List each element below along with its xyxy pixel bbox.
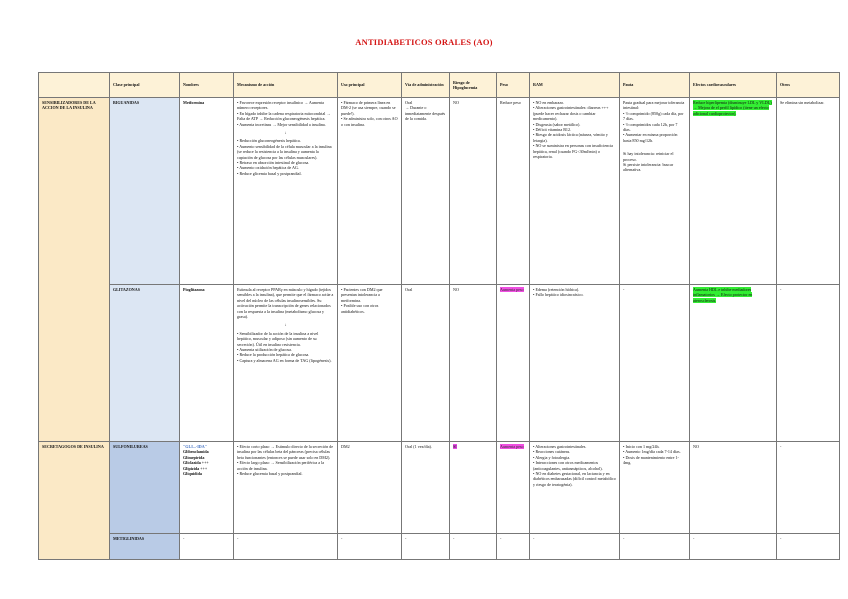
efectos-biguanidas xyxy=(690,98,777,285)
efectos-highlight: Aumenta HDL e inhibe mediadores inflamatorios → Efecto protector en aterosclerosis. xyxy=(693,287,753,303)
uso-metiglinidas: - xyxy=(338,534,402,560)
otros-biguanidas: Se elimina sin metabolizar. xyxy=(777,98,840,285)
mecanismo-line: • Captura y almacena AG en forma de TAG (lipogénesis). xyxy=(237,357,332,363)
uso-biguanidas xyxy=(338,98,402,285)
header-ram: RAM xyxy=(530,73,620,98)
ram-line: • NO en embarazo. xyxy=(533,100,565,105)
riesgo-biguanidas: NO xyxy=(450,98,497,285)
spacer xyxy=(623,143,686,151)
efectos-glitazonas xyxy=(690,285,777,442)
mecanismo-line: • Favorece expresión receptor insulínico → Aumenta número receptores. xyxy=(237,100,324,111)
pauta-line: Si persiste intolerancia: buscar alternativa. xyxy=(623,161,674,173)
ram-line: • Déficit vitamina B12. xyxy=(533,126,572,132)
mecanismo-line: • Aumenta utilización de glucosa. xyxy=(237,346,292,352)
riesgo-highlight: SI xyxy=(453,444,457,449)
ram-line: • NO se suministra en personas con insuficiencia hepática, renal (cuando FG<30ml/min) o respiratoria. xyxy=(533,143,613,159)
ram-line: • Alergia y fotoalergia. xyxy=(533,454,571,460)
clase-sulfonilureas: SULFONILUREAS xyxy=(110,442,180,534)
ram-line: • Riesgo de acidosis láctica (náusea, vómito y letargia). xyxy=(533,132,608,143)
pauta-line: • Inicio con 1 mg/24h. xyxy=(623,444,660,449)
table-row-sulfonilureas xyxy=(39,442,840,534)
ram-sulfonilureas xyxy=(530,442,620,534)
header-peso: Peso xyxy=(497,73,530,98)
arrow-down-icon: ↓ xyxy=(284,129,287,135)
nombres-title: "GLI...-IDA" xyxy=(183,444,207,449)
header-via: Vía de administración xyxy=(402,73,450,98)
peso-glitazonas xyxy=(497,285,530,442)
mecanismo-line: • Aumento oxidación hepática de AG. xyxy=(237,165,299,171)
pauta-line: • ½ comprimidos cada 12h, por 7 días. xyxy=(623,121,678,132)
pauta-glitazonas: - xyxy=(620,285,690,442)
uso-sulfonilureas: DM2 xyxy=(338,442,402,534)
pauta-line: Pauta gradual para mejorar tolerancia intestinal: xyxy=(623,100,685,111)
otros-metiglinidas: - xyxy=(777,534,840,560)
via-sulfonilureas: Oral (1 vez/día). xyxy=(402,442,450,534)
ram-line: • Alteraciones gastrointestinales. xyxy=(533,444,587,449)
nombre-item: Gliquidida xyxy=(183,470,202,476)
header-otros: Otros xyxy=(777,73,840,98)
nombre-item: Glibenclamida xyxy=(183,449,209,455)
via-metiglinidas: - xyxy=(402,534,450,560)
mecanismo-line: • Aumento sensibilidad de la célula muscular a la insulina (se reduce la resistencia a la insulina y aumenta la captación de glucosa por las células musculares). xyxy=(237,143,332,160)
table-row-biguanidas xyxy=(39,98,840,285)
mecanismo-sulfonilureas xyxy=(234,442,338,534)
mecanismo-line: • Retraso en absorción intestinal de glucosa. xyxy=(237,159,310,165)
ram-line: • Alteraciones gastrointestinales: diarreas +++ (puede hacer rechazar dosis o cambiar medicamento). xyxy=(533,105,609,122)
ram-line: • Reacciones cutáneas. xyxy=(533,449,571,455)
table-row-metiglinidas xyxy=(39,534,840,560)
page-title: ANTIDIABETICOS ORALES (AO) xyxy=(355,37,493,47)
peso-metiglinidas: - xyxy=(497,534,530,560)
uso-line: • Se administra solo, con otros AO o con insulina. xyxy=(341,116,398,127)
table-row-glitazonas xyxy=(39,285,840,442)
pauta-sulfonilureas xyxy=(620,442,690,534)
header-uso: Uso principal xyxy=(338,73,402,98)
uso-line: • Posible uso con otros antidiabéticos. xyxy=(341,303,379,314)
via-line: → Durante o inmediatamente después de la comida. xyxy=(405,105,446,122)
via-glitazonas: Oral xyxy=(402,285,450,442)
ram-line: • Fallo hepático idiosincrásico. xyxy=(533,292,584,298)
mecanismo-line: • En hígado inhibe la cadena respiratoria mitocondrial → Falta de ATP → Reducción gluconeogénesis hepática. xyxy=(237,110,331,122)
header-efectos: Efectos cardiovasculares xyxy=(690,73,777,98)
uso-line: • Fármaco de primera línea en DM-2 (se usa siempre, cuando se puede!). xyxy=(341,100,396,116)
nombres-sulfonilureas xyxy=(180,442,234,534)
mecanismo-metiglinidas: - xyxy=(234,534,338,560)
header-mecanismo: Mecanismo de acción xyxy=(234,73,338,98)
efectos-metiglinidas: - xyxy=(690,534,777,560)
pauta-line: Si hay intolerancia: reiniciar el proceso. xyxy=(623,151,674,162)
mecanismo-biguanidas xyxy=(234,98,338,285)
clase-metiglinidas: METIGLINIDAS xyxy=(110,534,180,560)
nombre-item: Gliclazida +++ xyxy=(183,460,209,466)
ram-metiglinidas: - xyxy=(530,534,620,560)
nombres-glitazonas: Pioglitazona xyxy=(180,285,234,442)
pauta-line: • Dosis de mantenimiento entre 1-4mg. xyxy=(623,454,679,466)
nombre-item: Glipizida +++ xyxy=(183,465,208,471)
riesgo-metiglinidas: - xyxy=(450,534,497,560)
riesgo-sulfonilureas xyxy=(450,442,497,534)
header-nombres: Nombres xyxy=(180,73,234,98)
via-biguanidas xyxy=(402,98,450,285)
nombres-biguanidas: Metformina xyxy=(180,98,234,285)
nombre-item: Glimepirida xyxy=(183,454,205,460)
ram-glitazonas xyxy=(530,285,620,442)
efectos-highlight: Reduce hiperlipemia (disminuye LDL y VLDL) → Mejora de el perfil lipídico (tiene un efecto adicional cardioprotector). xyxy=(693,100,772,116)
ram-line: • NO en diabetes gestacional, en lactancia y en diabéticos embarazadas (difícil control metabólico y riesgo de teratogénia). xyxy=(533,470,616,487)
peso-highlight: Aumenta peso xyxy=(500,287,524,292)
mecanismo-line: • Reduce glucemia basal y postprandial. xyxy=(237,470,303,476)
header-riesgo: Riesgo de Hipoglucemia xyxy=(450,73,497,98)
mecanismo-line: • Reduce la producción hepática de glucosa. xyxy=(237,352,310,358)
mecanismo-glitazonas xyxy=(234,285,338,442)
ram-line: • Disgeusia (sabor metálico). xyxy=(533,121,581,127)
mecanismo-line: • Efecto largo plazo → Sensibilización periférica a la acción de insulina. xyxy=(237,460,325,471)
header-pauta: Pauta xyxy=(620,73,690,98)
mecanismo-line: Estimula al receptor PPARγ en músculo y hígado (tejidos sensibles a la insulina), que permite que el fármaco actúe a nivel del núcleo de las células insulinosensibles. Su activación permite la transcripción de genes relacionados con la respuesta a la insulina (metabolismo glucosa y grasa). xyxy=(237,287,334,319)
mecanismo-line: • Sensibilizador de la acción de la insulina a nivel hepático, muscular y adiposo (sin aumento de su secreción). Útil en insulino resistencia. xyxy=(237,330,319,347)
group-secretagogos: SECRETAGOGOS DE INSULINA xyxy=(39,442,110,560)
pauta-metiglinidas: - xyxy=(620,534,690,560)
pauta-biguanidas xyxy=(620,98,690,285)
header-row xyxy=(39,73,840,98)
mecanismo-line: • Reducción gluconeogénesis hepática. xyxy=(237,138,301,144)
mecanismo-line: • Reduce glicemia basal y postprandial. xyxy=(237,170,302,176)
ram-biguanidas xyxy=(530,98,620,285)
antidiabetic-table xyxy=(38,72,840,560)
via-line: Oral xyxy=(405,100,413,105)
pauta-line: • ½ comprimido (850g) cada día, por 7 días. xyxy=(623,110,684,122)
pauta-line: • Aumento 1mg/día cada 7-14 días. xyxy=(623,449,681,455)
nombres-metiglinidas: - xyxy=(180,534,234,560)
efectos-sulfonilureas: NO xyxy=(690,442,777,534)
header-corner xyxy=(39,73,110,98)
arrow-down-icon: ↓ xyxy=(284,322,287,328)
clase-glitazonas: GLITAZONAS xyxy=(110,285,180,442)
mecanismo-line: • Aumenta incretinas → Mejor sensibilidad a insulina. xyxy=(237,121,326,127)
uso-glitazonas xyxy=(338,285,402,442)
mecanismo-line: • Efecto corto plazo → Estimulo directo de la secreción de insulina por las células beta del páncreas (precisa células beta funcionantes (entonces se puede usar solo en DM2). xyxy=(237,444,334,460)
otros-glitazonas: - xyxy=(777,285,840,442)
peso-biguanidas: Reduce peso xyxy=(497,98,530,285)
ram-line: • Interacciones con otros medicamentos (anticoagulantes, antiasmápticos, alcohol). xyxy=(533,460,603,471)
pauta-line: • Aumentar en misma proporción hasta 850 mg/12h. xyxy=(623,132,678,143)
clase-biguanidas: BIGUANIDAS xyxy=(110,98,180,285)
group-sensibilizadores: SENSIBILIZADORES DE LA ACCION DE LA INSULINA xyxy=(39,98,110,442)
riesgo-glitazonas: NO xyxy=(450,285,497,442)
peso-sulfonilureas xyxy=(497,442,530,534)
peso-highlight: Aumenta peso xyxy=(500,444,524,449)
uso-line: • Pacientes con DM2 que presentan intolerancia a metformina. xyxy=(341,287,383,303)
ram-line: • Edema (retención hídrica). xyxy=(533,287,580,292)
header-clase: Clase principal xyxy=(110,73,180,98)
otros-sulfonilureas: - xyxy=(777,442,840,534)
